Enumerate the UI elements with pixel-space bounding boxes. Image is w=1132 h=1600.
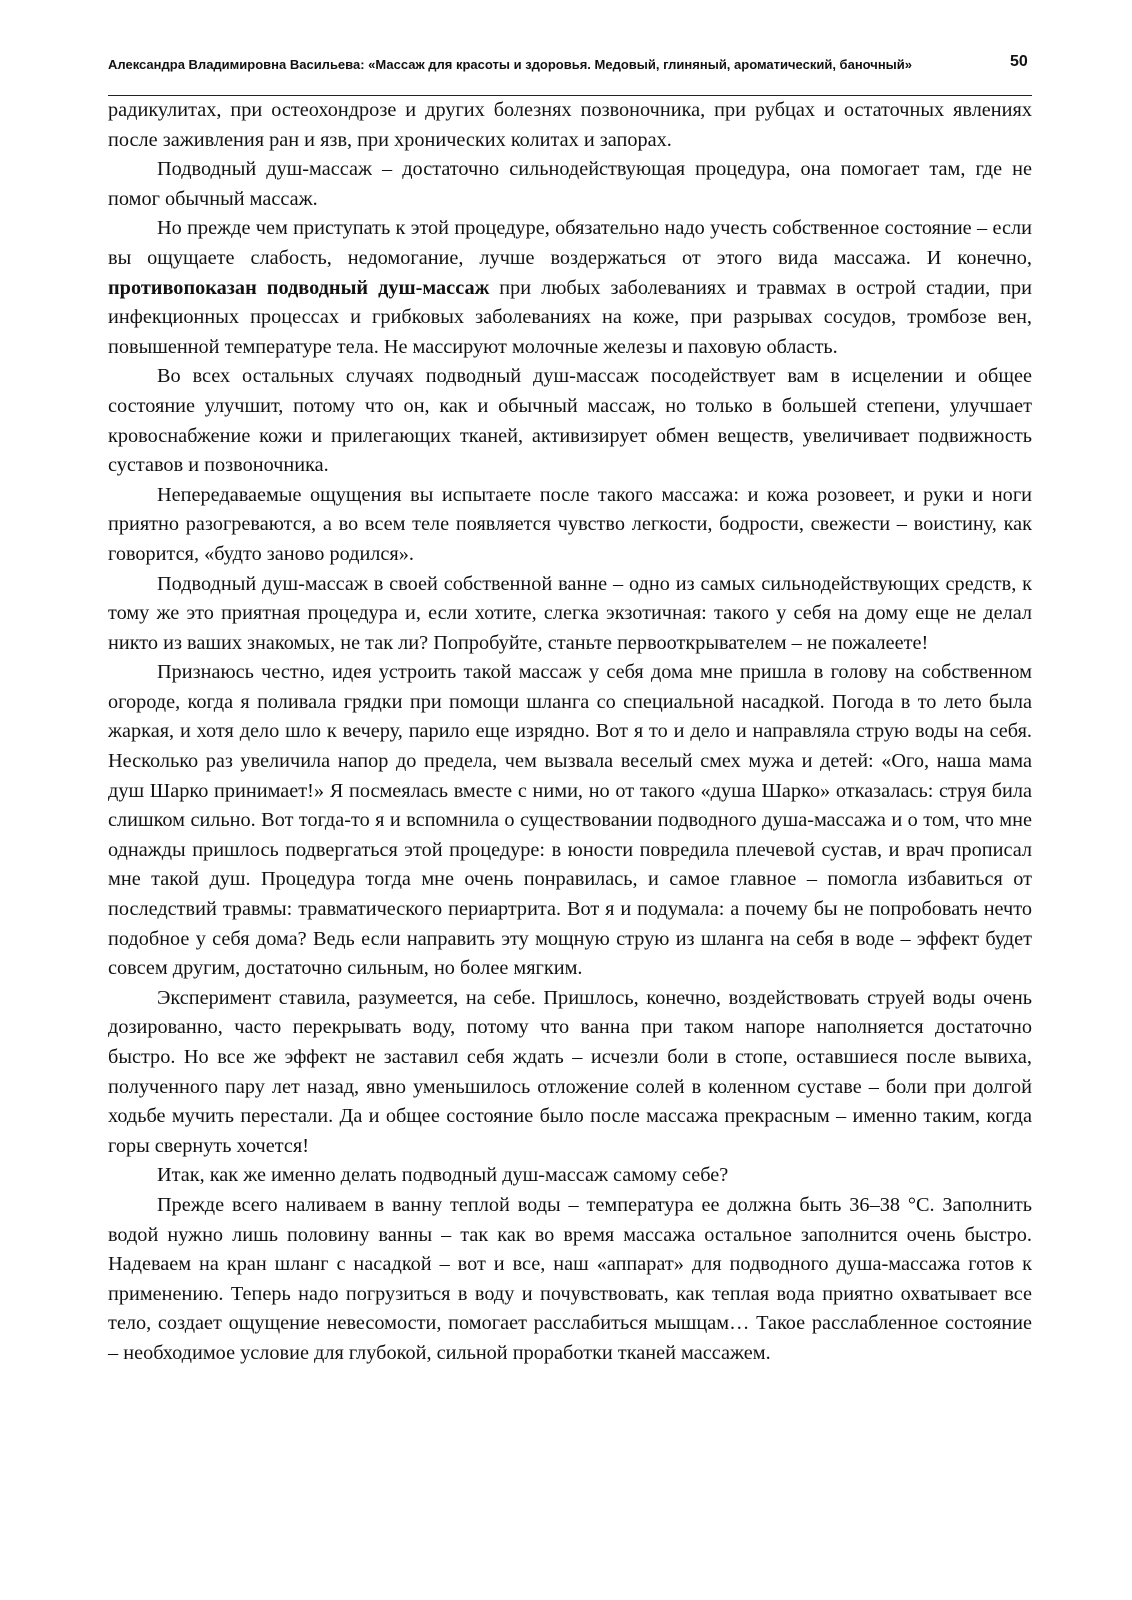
paragraph-1: радикулитах, при остеохондрозе и других болезнях позвоночника, при рубцах и остаточных явлениях после заживления ран и язв, при хронических колитах и запорах. <box>108 99 1032 151</box>
running-header: Александра Владимировна Васильева: «Массаж для красоты и здоровья. Медовый, глиняный, ароматический, баночный» <box>108 57 913 72</box>
paragraph-5: Непередаваемые ощущения вы испытаете после такого массажа: и кожа розовеет, и руки и ноги приятно разогреваются, а во всем теле появляется чувство легкости, бодрости, свежести – воистину, как говорится, «будто заново родился». <box>108 483 1032 565</box>
paragraph-2: Подводный душ-массаж – достаточно сильнодействующая процедура, она помогает там, где не помог обычный массаж. <box>108 158 1032 210</box>
paragraph-3 <box>108 214 1032 362</box>
paragraph-3-bold-phrase: противопоказан подводный душ-массаж <box>108 276 490 299</box>
paragraph-6: Подводный душ-массаж в своей собственной ванне – одно из самых сильнодействующих средств, к тому же это приятная процедура и, если хотите, слегка экзотичная: такого у себя на дому еще не делал никто из ваших знакомых, не так ли? Попробуйте, станьте первооткрывателем – не пожалеете! <box>108 572 1032 654</box>
page-number: 50 <box>1010 53 1028 70</box>
paragraph-10: Прежде всего наливаем в ванну теплой воды – температура ее должна быть 36–38 °С. Заполнить водой нужно лишь половину ванны – так как во время массажа остальное заполнится очень быстро. Надеваем на кран шланг с насадкой – вот и все, наш «аппарат» для подводного душа-массажа готов к применению. Теперь надо погрузиться в воду и почувствовать, как теплая вода приятно охватывает все тело, создает ощущение невесомости, помогает расслабиться мышцам… Такое расслабленное состояние – необходимое условие для глубокой, сильной проработки тканей массажем. <box>108 1193 1032 1364</box>
body-text <box>108 96 1032 1369</box>
paragraph-3-text-start: Но прежде чем приступать к этой процедуре, обязательно надо учесть собственное состояние – если вы ощущаете слабость, недомогание, лучше воздержаться от этого вида массажа. И конечно, <box>108 217 1032 269</box>
paragraph-3-text-end: при любых заболеваниях и травмах в острой стадии, при инфекционных процессах и грибковых заболеваниях на коже, при разрывах сосудов, тромбозе вен, повышенной температуре тела. Не массируют молочные железы и паховую область. <box>108 276 1033 358</box>
paragraph-4: Во всех остальных случаях подводный душ-массаж посодействует вам в исцелении и общее состояние улучшит, потому что он, как и обычный массаж, но только в большей степени, улучшает кровоснабжение кожи и прилегающих тканей, активизирует обмен веществ, увеличивает подвижность суставов и позвоночника. <box>108 365 1032 477</box>
paragraph-8: Эксперимент ставила, разумеется, на себе. Пришлось, конечно, воздействовать струей воды очень дозированно, часто перекрывать воду, потому что ванна при таком напоре наполняется достаточно быстро. Но все же эффект не заставил себя ждать – исчезли боли в стопе, оставшиеся после вывиха, полученного пару лет назад, явно уменьшилось отложение солей в коленном суставе – боли при долгой ходьбе мучить перестали. Да и общее состояние было после массажа прекрасным – именно таким, когда горы свернуть хочется! <box>108 986 1032 1157</box>
paragraph-7: Признаюсь честно, идея устроить такой массаж у себя дома мне пришла в голову на собственном огороде, когда я поливала грядки при помощи шланга со специальной насадкой. Погода в то лето была жаркая, и хотя дело шло к вечеру, парило еще изрядно. Вот я то и дело и направляла струю воды на себя. Несколько раз увеличила напор до предела, чем вызвала веселый смех мужа и детей: «Ого, наша мама душ Шарко принимает!» Я посмеялась вместе с ними, но от такого «душа Шарко» отказалась: струя била слишком сильно. Вот тогда-то я и вспомнила о существовании подводного душа-массажа и о том, что мне однажды пришлось подвергаться этой процедуре: в юности повредила плечевой сустав, и врач прописал мне такой душ. Процедура тогда мне очень понравилась, и самое главное – помогла избавиться от последствий травмы: травматического периартрита. Вот я и подумала: а почему бы не попробовать нечто подобное у себя дома? Ведь если направить эту мощную струю из шланга на себя в воде – эффект будет совсем другим, достаточно сильным, но более мягким. <box>108 661 1032 980</box>
paragraph-9: Итак, как же именно делать подводный душ-массаж самому себе? <box>157 1164 729 1187</box>
